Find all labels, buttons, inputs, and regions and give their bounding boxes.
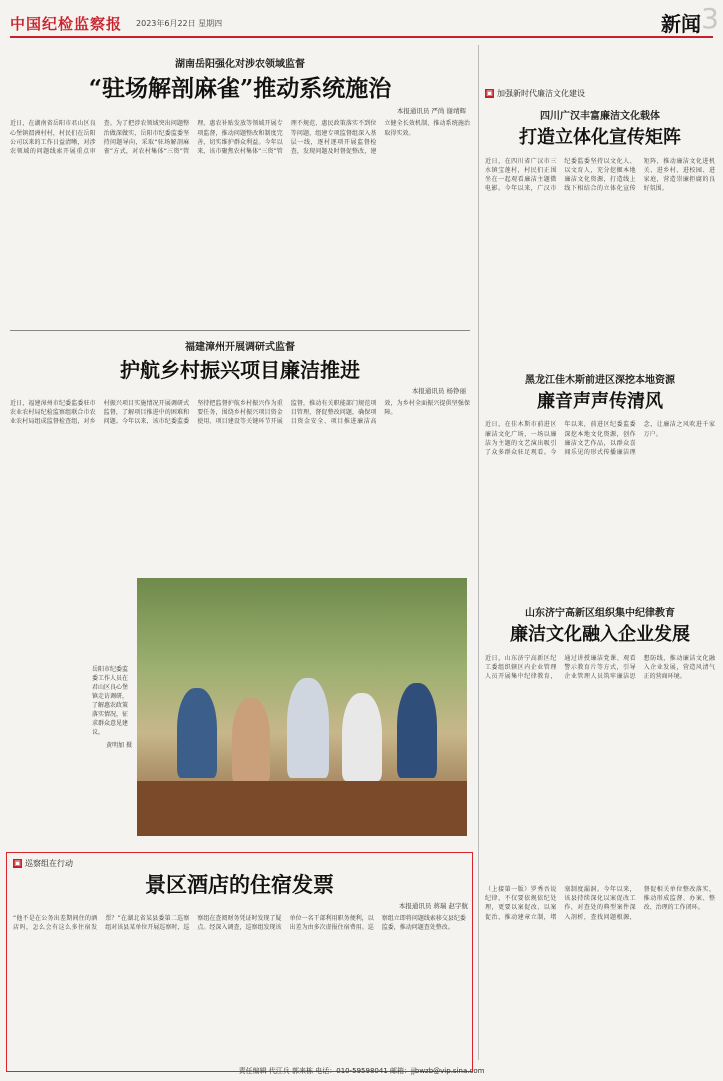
- lead-kicker: 湖南岳阳强化对涉农领域监督: [175, 59, 305, 70]
- sidebar: [485, 88, 715, 844]
- second-article: [10, 338, 470, 564]
- sidebar-c-headline: 廉洁文化融入企业发展: [510, 624, 690, 646]
- sidebar-b-body: 近日，在佳木斯市前进区廉洁文化广场，一场以廉洁为主题的文艺演出吸引了众多群众驻足观看。今年以来，前进区纪委监委深挖本地文化资源，创作廉洁文艺作品，以群众喜闻乐见的形式传播廉洁理念，让廉洁之风吹进千家万户。: [485, 421, 715, 456]
- caption-text: 岳阳市纪委监委工作人员在君山区良心堡镇走访调研，了解惠农政策落实情况，征求群众意见建议。: [92, 666, 129, 736]
- patrol-tag: [13, 858, 472, 869]
- second-headline: 护航乡村振兴项目廉洁推进: [120, 358, 360, 382]
- lead-article: [10, 55, 470, 297]
- sidebar-tag-icon: ▣: [486, 89, 493, 97]
- lead-body: 近日，在湖南省岳阳市君山区良心堡镇渭洲村村，村民们在岳阳公司以来的工作日益清晰，对涉农领域的问题线索开展重点审查。为了把涉农领域突出问题整治做深做实，岳阳市纪委监委坚持问题导向，采取“驻场解剖麻雀”方式，对农村集体“三资”管理、惠农补贴发放等领域开展专项监督，推动问题整改和制度完善，切实维护群众利益。今年以来，该市聚焦农村集体“三资”管理不规范、惠民政策落实不到位等问题，组建专项监督组深入基层一线，逐村逐项开展监督检查，发现问题及时督促整改，建立健全长效机制，推动系统施治取得实效。: [10, 120, 470, 156]
- section-title: 新闻: [661, 12, 701, 36]
- patrol-headline: 景区酒店的住宿发票: [145, 872, 334, 897]
- sidebar-tag-label: 加强新时代廉洁文化建设: [497, 89, 585, 98]
- patrol-tag-icon: ▣: [14, 859, 21, 867]
- second-byline: 本报通讯员 杨铮丽: [411, 387, 466, 395]
- top-rule: [10, 36, 713, 38]
- column-divider: [478, 45, 479, 1060]
- patrol-body: “他不是在公务出差期间住的酒店吗，怎么会有这么多住宿发票？”在湖北省某县委第二巡察组对该县某单位开展巡察时，巡察组在查阅财务凭证时发现了疑点。经深入调查，巡察组发现该单位一名干部利用职务便利，以出差为由多次虚报住宿费用。巡察组立即将问题线索移交县纪委监委，推动问题查处整改。: [13, 915, 466, 932]
- second-body: 近日，福建漳州市纪委监委驻市农业农村局纪检监察组联合市农业农村局组成监督检查组，对乡村振兴项目实施情况开展调研式监督，了解项目推进中的困难和问题。今年以来，该市纪委监委坚持把监督护航乡村振兴作为重要任务，围绕乡村振兴项目资金使用、项目建设等关键环节开展监督，推动有关职能部门规范项目管理，督促整改问题，确保项目资金安全、项目推进廉洁高效，为乡村全面振兴提供坚强保障。: [10, 400, 470, 426]
- patrol-feature-box: [6, 852, 473, 1072]
- issue-date: 2023年6月22日 星期四: [136, 18, 223, 28]
- photo-credit: 黄明加 摄: [106, 742, 132, 749]
- sidebar-article-a: [485, 107, 715, 357]
- sidebar-b-kicker: 黑龙江佳木斯前进区深挖本地资源: [525, 374, 675, 386]
- page-number: 3: [701, 2, 719, 35]
- sidebar-article-b: [485, 371, 715, 591]
- sidebar-tag: [485, 88, 715, 99]
- lead-headline: “驻场解剖麻雀”推动系统施治: [88, 75, 392, 102]
- newspaper-logo: 中国纪检监察报: [10, 14, 123, 33]
- sidebar-c-body: 近日，山东济宁高新区纪工委组织辖区内企业管理人员开展集中纪律教育，通过讲授廉洁党课、观看警示教育片等方式，引导企业管理人员筑牢廉洁思想防线，推动廉洁文化融入企业发展，营造风清气正的营商环境。: [485, 655, 715, 681]
- news-photo: [137, 578, 467, 836]
- continued-article: （上接第一版）罗秀吾说纪律，不仅要依规依纪处理，更要以案促改、以案促治，推动建章立制，堵塞制度漏洞。今年以来，该县持续深化以案促改工作，对查处的典型案件深入剖析，查找问题根源，督促相关单位整改落实，推动形成监督、办案、整改、治理的工作闭环。: [485, 886, 715, 921]
- sidebar-b-headline: 廉音声声传清风: [537, 390, 663, 412]
- lead-byline: 本报通讯员 严尚 谢靖辉: [396, 107, 466, 116]
- sidebar-a-kicker: 四川广汉丰富廉洁文化载体: [540, 111, 660, 122]
- photo-caption: [92, 665, 132, 750]
- second-kicker: 福建漳州开展调研式监督: [185, 342, 295, 353]
- sidebar-a-headline: 打造立体化宣传矩阵: [519, 127, 681, 148]
- page-footer: 责任编辑 代江兵 郭来栋 电话：010-59598041 邮箱：jjbwzb@vip.sina.com: [238, 1067, 485, 1075]
- sidebar-a-body: 近日，在四川省广汉市三水镇宝莲村，村民们正围坐在一起观看廉洁主题微电影。今年以来，广汉市纪委监委坚持以文化人、以文育人，充分挖掘本地廉洁文化资源，打造线上线下相结合的立体化宣传矩阵，推动廉洁文化进机关、进乡村、进校园、进家庭，营造崇廉拒腐的良好氛围。: [485, 157, 715, 193]
- masthead: [10, 8, 222, 38]
- patrol-byline: 本报通讯员 蒋瑞 赵宇航: [398, 902, 468, 911]
- sidebar-c-kicker: 山东济宁高新区组织集中纪律教育: [525, 608, 675, 620]
- divider: [10, 330, 470, 331]
- sidebar-article-c: [485, 604, 715, 844]
- patrol-tag-label: 巡察组在行动: [25, 859, 73, 868]
